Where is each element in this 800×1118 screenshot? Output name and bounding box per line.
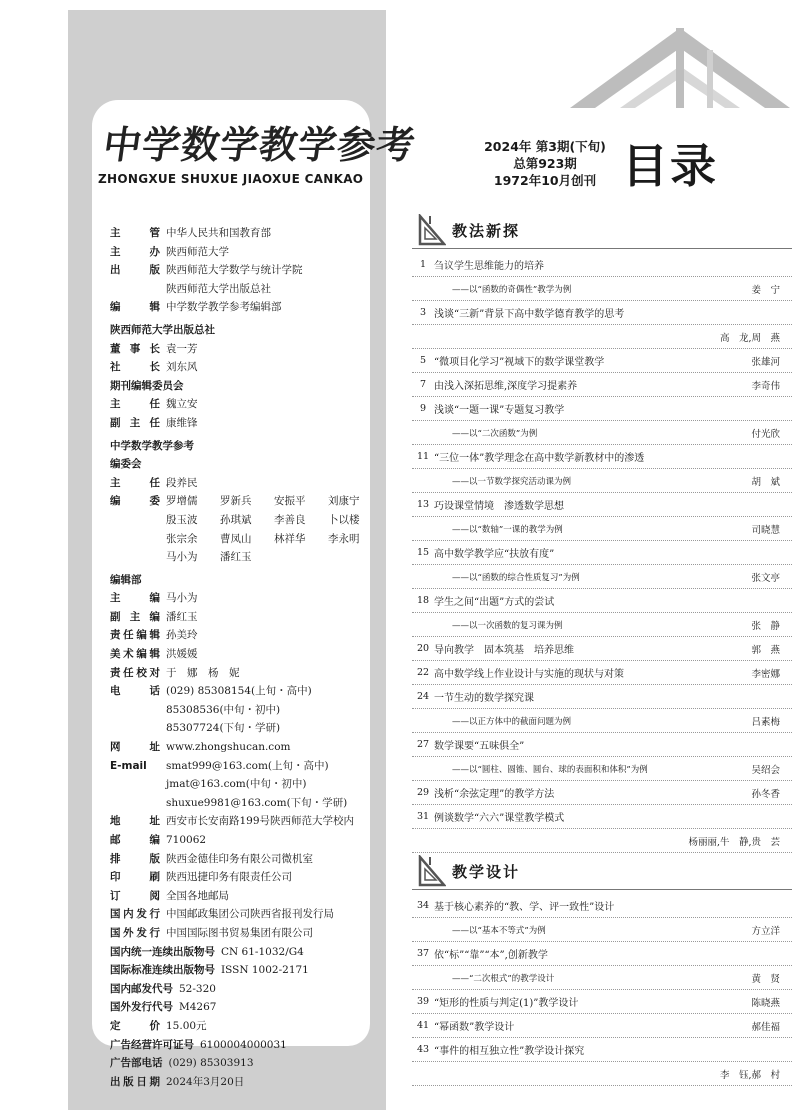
toc-subline	[412, 325, 792, 349]
masthead-info-panel	[92, 198, 370, 1088]
toc-title[interactable]: 浅析“余弦定理”的教学方法	[434, 789, 555, 800]
toc-author: 黄 贤	[751, 973, 780, 985]
info-row	[110, 261, 364, 280]
board-label: 编 委	[110, 495, 160, 508]
info-value: 中学数学教学参考编辑部	[166, 301, 282, 314]
toc-entry[interactable]	[412, 894, 792, 942]
info-row	[110, 298, 364, 317]
info-value: 潘红玉	[166, 610, 198, 623]
toc-subline	[412, 757, 792, 781]
toc-entry[interactable]	[412, 349, 792, 373]
info-label: 地 址	[110, 815, 160, 828]
toc-entry[interactable]	[412, 733, 792, 781]
toc-entry[interactable]	[412, 781, 792, 805]
info-label: 主 任	[110, 476, 160, 489]
info-value: (029) 85303913	[168, 1057, 254, 1070]
email-label: E-mail	[110, 759, 147, 772]
toc-entry[interactable]	[412, 805, 792, 853]
info-value: 6100004000031	[200, 1038, 287, 1051]
info-value: 2024年3月20日	[166, 1075, 245, 1088]
info-row	[110, 340, 364, 359]
toc-page: 13	[416, 499, 430, 510]
toc-subline	[412, 517, 792, 541]
toc-entry[interactable]	[412, 685, 792, 733]
toc-subline	[412, 565, 792, 589]
info-value: 于 娜 杨 妮	[166, 666, 240, 679]
info-row	[110, 961, 364, 980]
info-label: 副主编	[110, 610, 160, 623]
toc-author: 吴绍会	[751, 764, 780, 776]
info-value: ISSN 1002-2171	[221, 964, 309, 977]
board-member: 孙琪斌	[220, 513, 252, 526]
phone-number: 85307724(下旬・学研)	[166, 722, 281, 735]
toc-line	[412, 589, 792, 613]
toc-author: 司晓慧	[751, 524, 780, 536]
toc-page: 1	[419, 259, 427, 270]
board-member: 李永明	[328, 532, 360, 545]
toc-title[interactable]: “矩形的性质与判定(1)”教学设计	[434, 998, 579, 1009]
toc-line	[412, 541, 792, 565]
phone-number: (029) 85308154(上旬・高中)	[166, 685, 312, 698]
info-value: 洪媛媛	[166, 648, 198, 661]
info-row	[110, 998, 364, 1017]
toc-author: 杨丽丽,牛 静,贵 芸	[688, 836, 780, 848]
board-member: 潘红玉	[220, 551, 252, 564]
issue-info	[480, 138, 610, 189]
info-value: 15.00元	[166, 1019, 207, 1032]
board-member: 安振平	[274, 495, 306, 508]
toc-page: 37	[416, 948, 430, 959]
toc-title[interactable]: 一节生动的数学探究课	[434, 693, 534, 704]
toc-line	[412, 733, 792, 757]
toc-page: 11	[416, 451, 430, 462]
info-row	[110, 868, 364, 887]
toc-page: 20	[416, 643, 430, 654]
section-header	[412, 212, 792, 249]
info-row	[110, 831, 364, 850]
toc-author: 张文亭	[751, 572, 780, 584]
board-member: 曹凤山	[220, 532, 252, 545]
set-square-icon	[416, 855, 446, 887]
toc-title[interactable]: “微项目化学习”视域下的数学课堂教学	[434, 357, 605, 368]
toc-subtitle: ——以一次函数的复习课为例	[452, 620, 563, 631]
toc-title[interactable]: 高中数学线上作业设计与实施的现状与对策	[434, 669, 624, 680]
issue-number: 2024年 第3期(下旬)	[484, 139, 606, 154]
email-address[interactable]: smat999@163.com(上旬・高中)	[166, 759, 329, 772]
info-value: 全国各地邮局	[166, 889, 229, 902]
toc-title[interactable]: 学生之间“出题”方式的尝试	[434, 597, 555, 608]
info-label: 广告经营许可证号	[110, 1038, 194, 1051]
toc-author: 吕素梅	[751, 716, 780, 728]
set-square-icon	[416, 214, 446, 246]
info-row	[110, 1017, 364, 1036]
info-value: 马小为	[166, 592, 198, 605]
info-value: 袁一芳	[166, 342, 198, 355]
info-label: 主 编	[110, 592, 160, 605]
info-row	[110, 474, 364, 493]
board-member: 张宗余	[166, 532, 198, 545]
info-value: 陕西师范大学数学与统计学院	[166, 264, 303, 277]
toc-line	[412, 1038, 792, 1062]
info-value: M4267	[179, 1001, 217, 1014]
info-row	[110, 358, 364, 377]
toc-line	[412, 445, 792, 469]
info-row	[110, 243, 364, 262]
info-label: 国外发行代号	[110, 1001, 173, 1014]
toc-page: 34	[416, 900, 430, 911]
info-row	[110, 1054, 364, 1073]
info-row	[110, 395, 364, 414]
toc-title[interactable]: 例谈数学“六六”课堂教学模式	[434, 813, 565, 824]
toc-subtitle: ——以“圆柱、圆锥、圆台、球的表面积和体积”为例	[452, 764, 648, 775]
info-value: 魏立安	[166, 398, 198, 411]
toc-line	[412, 253, 792, 277]
toc-title[interactable]: 数学课要“五味俱全”	[434, 741, 525, 752]
toc-line	[412, 397, 792, 421]
info-row	[110, 608, 364, 627]
toc-entry[interactable]	[412, 541, 792, 589]
toc-line	[412, 685, 792, 709]
toc-entry[interactable]	[412, 397, 792, 445]
board-member: 罗增儒	[166, 495, 198, 508]
info-value: 710062	[166, 834, 207, 846]
toc-entry[interactable]	[412, 1038, 792, 1086]
toc-entry[interactable]	[412, 373, 792, 397]
board-member: 罗新兵	[220, 495, 252, 508]
info-value: 中华人民共和国教育部	[166, 227, 271, 239]
toc-line	[412, 493, 792, 517]
toc-line	[412, 373, 792, 397]
toc-subtitle: ——以“基本不等式”为例	[452, 925, 546, 936]
committee-heading: 期刊编辑委员会	[110, 379, 184, 392]
info-label: 主 办	[110, 245, 160, 258]
info-label: 国内邮发代号	[110, 982, 173, 995]
toc-entry[interactable]	[412, 589, 792, 637]
toc-line	[412, 349, 792, 373]
toc-subline	[412, 277, 792, 301]
info-label: 责任校对	[110, 666, 160, 679]
info-value: 孙美玲	[166, 629, 198, 642]
toc-author: 方立洋	[751, 925, 780, 937]
toc-author: 李奇伟	[751, 380, 780, 392]
section-title: 教学设计	[452, 863, 521, 881]
board-members-row	[110, 492, 364, 566]
toc-title[interactable]: “幂函数”教学设计	[434, 1022, 515, 1033]
toc-author: 姜 宁	[751, 284, 780, 296]
info-label: 广告部电话	[110, 1057, 163, 1070]
toc-title[interactable]: 浅谈“三新”背景下高中数学德育教学的思考	[434, 309, 625, 320]
toc-page: 41	[416, 1020, 430, 1031]
info-value: 段养民	[166, 476, 198, 489]
toc-title[interactable]: 基于核心素养的“教、学、评一致性”设计	[434, 902, 615, 913]
info-value: 陕西师范大学	[166, 245, 229, 258]
board-heading: 编委会	[110, 458, 142, 471]
info-row	[110, 812, 364, 831]
section-header	[412, 853, 792, 890]
info-row	[110, 414, 364, 433]
info-value: 陕西迅捷印务有限责任公司	[166, 871, 292, 884]
info-label: 责任编辑	[110, 629, 160, 642]
masthead	[92, 100, 419, 198]
info-row	[110, 1036, 364, 1055]
journal-title-pinyin: ZHONGXUE SHUXUE JIAOXUE CANKAO	[98, 172, 364, 186]
contents-heading: 目录	[622, 139, 718, 193]
toc-entry[interactable]	[412, 637, 792, 661]
email-address[interactable]: jmat@163.com(中旬・初中)	[166, 778, 307, 791]
info-row	[110, 905, 364, 924]
journal-heading: 中学数学教学参考	[110, 439, 194, 452]
toc-entry[interactable]	[412, 445, 792, 493]
board-member: 马小为	[166, 551, 198, 564]
toc-subline	[412, 469, 792, 493]
toc-author: 付光欣	[751, 428, 780, 440]
toc-page: 7	[419, 379, 427, 390]
info-label: 主 任	[110, 398, 160, 411]
toc-title[interactable]: 由浅入深拓思维,深度学习提素养	[434, 381, 578, 392]
toc-author: 郝佳福	[751, 1021, 780, 1033]
toc-author: 张雄河	[751, 356, 780, 368]
board-member: 殷玉波	[166, 513, 198, 526]
info-label: 定 价	[110, 1019, 160, 1032]
info-label: 董事长	[110, 342, 160, 355]
toc-line	[412, 805, 792, 829]
email-address[interactable]: shuxue9981@163.com(下旬・学研)	[166, 796, 348, 809]
toc-subline	[412, 829, 792, 853]
toc-title[interactable]: 浅谈“一题一课”专题复习教学	[434, 405, 565, 416]
toc-page: 15	[416, 547, 430, 558]
info-row	[110, 980, 364, 999]
toc-subtitle: ——以“数轴”一课的教学为例	[452, 524, 563, 535]
info-label: 社 长	[110, 361, 160, 374]
total-issue: 总第923期	[513, 156, 577, 171]
info-label: 国外发行	[110, 926, 160, 939]
info-label: 国内统一连续出版物号	[110, 945, 215, 958]
web-row	[110, 738, 364, 757]
journal-title-cn: 中学数学教学参考	[100, 122, 419, 167]
board-member: 卜以楼	[328, 513, 360, 526]
info-row	[110, 645, 364, 664]
phone-label: 电 话	[110, 685, 160, 698]
toc-entry[interactable]	[412, 253, 792, 301]
founded-date: 1972年10月创刊	[493, 173, 597, 188]
info-label: 副主任	[110, 416, 160, 429]
toc-title[interactable]: 刍议学生思维能力的培养	[434, 261, 544, 272]
toc-page: 39	[416, 996, 430, 1007]
toc-author: 李 钰,郝 村	[719, 1069, 780, 1081]
info-label: 出 版	[110, 264, 160, 277]
toc-line	[412, 301, 792, 325]
info-value: 陕西金德佳印务有限公司微机室	[166, 852, 313, 865]
toc-title[interactable]: 高中数学教学应“扶放有度”	[434, 549, 555, 560]
toc-page: 31	[416, 811, 430, 822]
toc-author: 孙冬香	[751, 788, 780, 800]
table-of-contents	[412, 212, 792, 1086]
info-label	[110, 280, 166, 299]
board-member: 林祥华	[274, 532, 306, 545]
toc-subline	[412, 1062, 792, 1086]
toc-page: 9	[419, 403, 427, 414]
toc-author: 李密娜	[751, 668, 780, 680]
toc-subtitle: ——以一节数学探究活动课为例	[452, 476, 572, 487]
toc-line	[412, 637, 792, 661]
toc-subline	[412, 918, 792, 942]
info-row	[110, 224, 364, 243]
publisher-heading: 陕西师范大学出版总社	[110, 323, 215, 336]
toc-line	[412, 781, 792, 805]
toc-page: 18	[416, 595, 430, 606]
roof-truss-graphic	[560, 8, 790, 118]
info-row	[110, 943, 364, 962]
info-value: 52-320	[179, 982, 216, 995]
toc-page: 5	[419, 355, 427, 366]
info-label: 美术编辑	[110, 648, 160, 661]
info-label: 国际标准连续出版物号	[110, 964, 215, 977]
info-value: 康维锋	[166, 416, 198, 429]
info-row	[110, 924, 364, 943]
web-label: 网 址	[110, 741, 160, 754]
info-value: 陕西师范大学出版总社	[166, 282, 271, 295]
info-row	[110, 850, 364, 869]
toc-author: 郭 燕	[751, 644, 780, 656]
toc-title[interactable]: “事件的相互独立性”教学设计探究	[434, 1046, 585, 1057]
toc-page: 22	[416, 667, 430, 678]
phone-row	[110, 682, 364, 738]
toc-subline	[412, 613, 792, 637]
info-value: 中国邮政集团公司陕西省报刊发行局	[166, 908, 334, 921]
toc-subtitle: ——“二次根式”的教学设计	[452, 973, 555, 984]
toc-entry[interactable]	[412, 1014, 792, 1038]
toc-line	[412, 942, 792, 966]
email-row	[110, 757, 364, 813]
info-value: 西安市长安南路199号陕西师范大学校内	[166, 815, 355, 828]
toc-page: 43	[416, 1044, 430, 1055]
toc-entry[interactable]	[412, 661, 792, 685]
toc-entry[interactable]	[412, 990, 792, 1014]
toc-subtitle: ——以“二次函数”为例	[452, 428, 538, 439]
toc-title[interactable]: 导向教学 固本筑基 培养思维	[434, 645, 574, 656]
info-row	[110, 280, 364, 299]
info-label: 邮 编	[110, 834, 160, 846]
info-value: CN 61-1032/G4	[221, 945, 304, 958]
info-label: 排 版	[110, 852, 160, 865]
toc-title[interactable]: 巧设课堂情境 渗透数学思想	[434, 501, 564, 512]
board-member: 李善良	[274, 513, 306, 526]
toc-subtitle: ——以正方体中的截面问题为例	[452, 716, 572, 727]
toc-entry[interactable]	[412, 942, 792, 990]
toc-page: 3	[419, 307, 427, 318]
phone-number: 85308536(中旬・初中)	[166, 703, 281, 716]
toc-page: 27	[416, 739, 430, 750]
board-member: 刘康宁	[328, 495, 360, 508]
toc-subline	[412, 966, 792, 990]
dept-heading: 编辑部	[110, 573, 142, 586]
info-row	[110, 887, 364, 906]
toc-author: 张 静	[751, 620, 780, 632]
info-label: 主 管	[110, 227, 160, 239]
toc-page: 24	[416, 691, 430, 702]
toc-entry[interactable]	[412, 493, 792, 541]
toc-subline	[412, 421, 792, 445]
info-label: 编 辑	[110, 301, 160, 314]
info-row	[110, 589, 364, 608]
toc-line	[412, 990, 792, 1014]
toc-subline	[412, 709, 792, 733]
toc-line	[412, 1014, 792, 1038]
web-url[interactable]: www.zhongshucan.com	[166, 741, 291, 754]
toc-subtitle: ——以“函数的奇偶性”教学为例	[452, 284, 572, 295]
info-value: 中国国际图书贸易集团有限公司	[166, 926, 313, 939]
toc-line	[412, 661, 792, 685]
toc-title[interactable]: 依“标”“靠”“本”,创新教学	[434, 950, 548, 961]
toc-entry[interactable]	[412, 301, 792, 349]
info-value: 刘东风	[166, 361, 198, 374]
toc-author: 胡 斌	[751, 476, 780, 488]
toc-page: 29	[416, 787, 430, 798]
info-label: 订 阅	[110, 889, 160, 902]
toc-author: 陈晓燕	[751, 997, 780, 1009]
toc-author: 高 龙,周 燕	[719, 332, 780, 344]
info-label: 出版日期	[110, 1075, 160, 1088]
toc-title[interactable]: “三位一体”教学理念在高中数学新教材中的渗透	[434, 453, 645, 464]
info-label: 国内发行	[110, 908, 160, 921]
info-row	[110, 664, 364, 683]
info-row	[110, 626, 364, 645]
toc-line	[412, 894, 792, 918]
section-title: 教法新探	[452, 222, 521, 240]
info-label: 印 刷	[110, 871, 160, 884]
toc-subtitle: ——以“函数的综合性质复习”为例	[452, 572, 580, 583]
info-row	[110, 1073, 364, 1092]
